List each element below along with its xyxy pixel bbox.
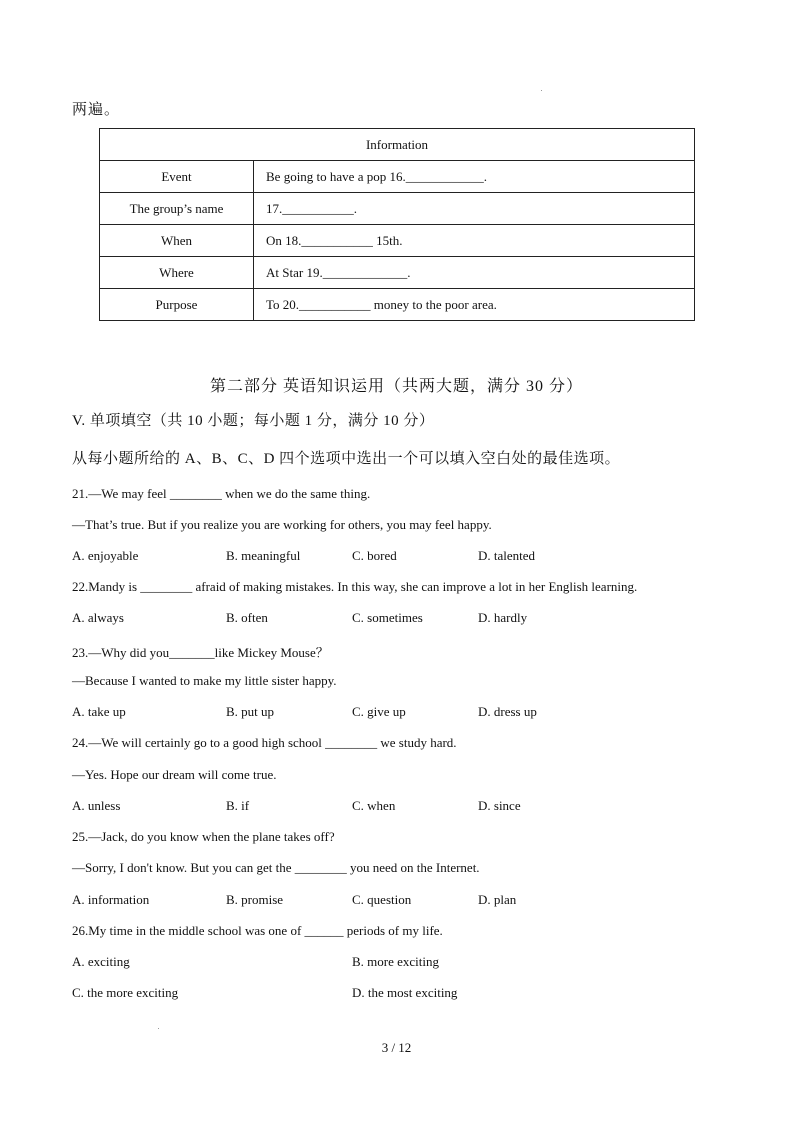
q26-option-d: D. the most exciting xyxy=(352,985,458,1000)
question-23-line-2: —Because I wanted to make my little sister happy. xyxy=(72,673,337,688)
row-label: The group’s name xyxy=(100,193,254,225)
q25-option-a: A. information xyxy=(72,892,150,907)
information-table xyxy=(99,128,695,321)
row-label: When xyxy=(100,225,254,257)
question-21-line-1: 21.—We may feel ________ when we do the same thing. xyxy=(72,486,371,501)
q23-option-d: D. dress up xyxy=(478,704,537,719)
row-value: On 18.___________ 15th. xyxy=(254,225,695,257)
q25-option-c: C. question xyxy=(352,892,412,907)
q22-option-a: A. always xyxy=(72,610,124,625)
row-value: 17.___________. xyxy=(254,193,695,225)
q21-option-a: A. enjoyable xyxy=(72,548,139,563)
section-instruction: 从每小题所给的 A、B、C、D 四个选项中选出一个可以填入空白处的最佳选项。 xyxy=(72,451,621,467)
row-value: Be going to have a pop 16.____________. xyxy=(254,161,695,193)
question-24-line-1: 24.—We will certainly go to a good high school ________ we study hard. xyxy=(72,735,457,750)
section-heading: V. 单项填空（共 10 小题；每小题 1 分，满分 10 分） xyxy=(72,413,435,429)
scan-speck xyxy=(158,1028,159,1029)
q25-option-d: D. plan xyxy=(478,892,517,907)
q23-option-b: B. put up xyxy=(226,704,275,719)
q21-option-b: B. meaningful xyxy=(226,548,301,563)
question-21-line-2: —That’s true. But if you realize you are working for others, you may feel happy. xyxy=(72,517,492,532)
q26-option-c: C. the more exciting xyxy=(72,985,179,1000)
scan-speck xyxy=(541,90,542,91)
q21-option-c: C. bored xyxy=(352,548,397,563)
q26-option-b: B. more exciting xyxy=(352,954,440,969)
q26-option-a: A. exciting xyxy=(72,954,130,969)
q22-option-d: D. hardly xyxy=(478,610,528,625)
q24-option-b: B. if xyxy=(226,798,250,813)
question-23-line-1: 23.—Why did you_______like Mickey Mouse？ xyxy=(72,645,329,660)
q23-option-a: A. take up xyxy=(72,704,126,719)
row-value: At Star 19._____________. xyxy=(254,257,695,289)
table-row xyxy=(100,257,695,289)
row-value: To 20.___________ money to the poor area. xyxy=(254,289,695,321)
table-row xyxy=(100,161,695,193)
table-header: Information xyxy=(100,129,695,161)
question-25-line-1: 25.—Jack, do you know when the plane takes off? xyxy=(72,829,335,844)
row-label: Event xyxy=(100,161,254,193)
q23-option-c: C. give up xyxy=(352,704,406,719)
question-25-line-2: —Sorry, I don't know. But you can get the ________ you need on the Internet. xyxy=(72,860,480,875)
q22-option-b: B. often xyxy=(226,610,268,625)
lead-text: 两遍。 xyxy=(72,102,121,118)
q22-option-c: C. sometimes xyxy=(352,610,423,625)
question-26-line-1: 26.My time in the middle school was one of ______ periods of my life. xyxy=(72,923,443,938)
q25-option-b: B. promise xyxy=(226,892,284,907)
table-row xyxy=(100,289,695,321)
q24-option-d: D. since xyxy=(478,798,521,813)
table-header-row xyxy=(100,129,695,161)
row-label: Where xyxy=(100,257,254,289)
table-row xyxy=(100,225,695,257)
q21-option-d: D. talented xyxy=(478,548,536,563)
table-row xyxy=(100,193,695,225)
question-22-line-1: 22.Mandy is ________ afraid of making mistakes. In this way, she can improve a lot in her English learning. xyxy=(72,579,638,594)
row-label: Purpose xyxy=(100,289,254,321)
part-title: 第二部分 英语知识运用（共两大题，满分 30 分） xyxy=(209,378,583,395)
q24-option-c: C. when xyxy=(352,798,396,813)
question-24-line-2: —Yes. Hope our dream will come true. xyxy=(72,767,277,782)
page-number: 3 / 12 xyxy=(381,1040,412,1055)
q24-option-a: A. unless xyxy=(72,798,121,813)
